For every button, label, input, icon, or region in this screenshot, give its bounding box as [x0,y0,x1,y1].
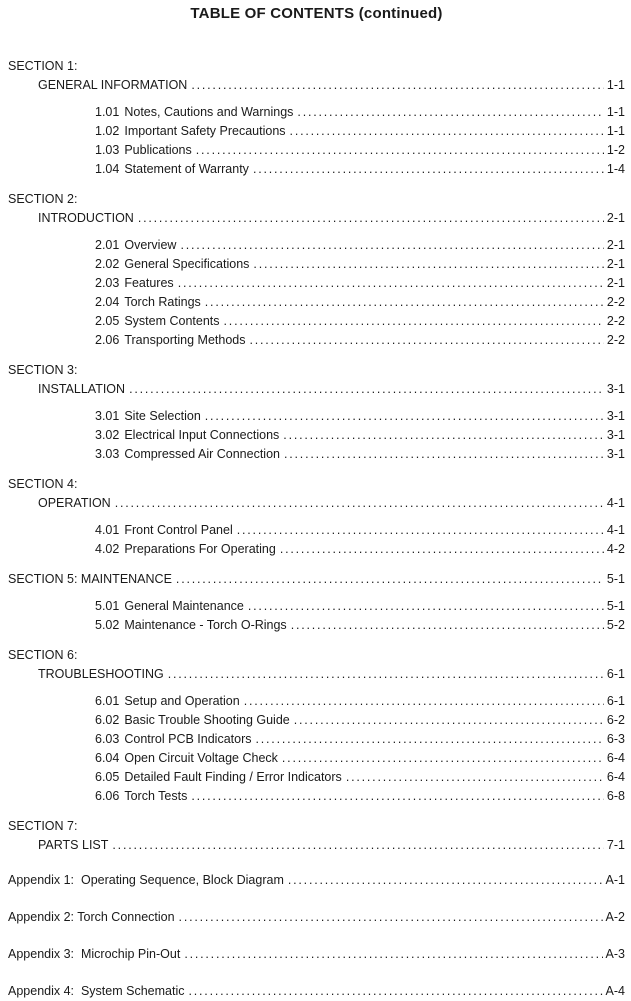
item-number: 3.03 [95,447,120,461]
section-title-label: TROUBLESHOOTING [38,667,164,681]
item-number: 6.06 [95,789,120,803]
page-number: 2-2 [606,333,625,347]
toc-entry-label: Publications [124,143,192,157]
item-number: 1.01 [95,105,120,119]
dot-leader [284,445,604,464]
item-number: 1.02 [95,124,120,138]
page-number: 1-4 [606,162,625,176]
appendix-entry-label: Appendix 3: Microchip Pin-Out [8,947,181,961]
toc-entry [95,426,625,445]
section-title-label: GENERAL INFORMATION [38,78,188,92]
dot-leader [248,597,604,616]
page-number: 3-1 [606,428,625,442]
dot-leader [294,711,604,730]
dot-leader [290,122,604,141]
dot-leader [205,293,604,312]
toc-entry-label: Preparations For Operating [124,542,276,556]
dot-leader [191,787,604,806]
item-number: 2.05 [95,314,120,328]
dot-leader [184,945,602,964]
page-number: 6-3 [606,732,625,746]
section-title [8,494,625,513]
page-number: 4-1 [606,523,625,537]
dot-leader [237,521,604,540]
toc-section-7 [8,817,625,855]
page-number: A-4 [605,984,625,998]
toc-section-4 [8,475,625,559]
dot-leader [196,141,604,160]
item-number: 2.02 [95,257,120,271]
dot-leader [288,871,603,890]
toc-section-3 [8,361,625,464]
section-items [8,236,625,350]
toc-entry-label: System Contents [124,314,220,328]
table-of-contents [8,57,625,855]
toc-entry-label: Transporting Methods [124,333,246,347]
dot-leader [255,730,603,749]
page-number: 6-1 [606,667,625,681]
page-number: 6-8 [606,789,625,803]
toc-entry-label: Open Circuit Voltage Check [124,751,278,765]
section-title-label: PARTS LIST [38,838,109,852]
page-number: 3-1 [606,447,625,461]
item-number: 6.03 [95,732,120,746]
item-number: 3.01 [95,409,120,423]
toc-entry [95,407,625,426]
section-items [8,407,625,464]
page-number: 4-1 [606,496,625,510]
appendix-entry [8,982,625,1001]
toc-entry-label: Compressed Air Connection [124,447,280,461]
dot-leader [346,768,604,787]
section-heading: SECTION 4: [8,477,78,491]
toc-entry [95,274,625,293]
toc-entry [95,749,625,768]
toc-entry [95,521,625,540]
item-number: 4.02 [95,542,120,556]
appendix-list [8,871,625,1001]
section-title-label: INSTALLATION [38,382,126,396]
page-number: 2-1 [606,257,625,271]
item-number: 4.01 [95,523,120,537]
toc-entry-label: Site Selection [124,409,201,423]
item-number: 1.03 [95,143,120,157]
toc-entry-label: Features [124,276,174,290]
section-heading-label: SECTION 5: MAINTENANCE [8,572,172,586]
item-number: 6.02 [95,713,120,727]
page-number: 6-4 [606,751,625,765]
page-number: 2-1 [606,276,625,290]
dot-leader [138,209,604,228]
toc-entry-label: Setup and Operation [124,694,240,708]
section-items [8,103,625,179]
section-items [8,521,625,559]
toc-entry [95,141,625,160]
dot-leader [191,76,604,95]
dot-leader [180,236,603,255]
toc-entry-label: Detailed Fault Finding / Error Indicators [124,770,342,784]
item-number: 5.02 [95,618,120,632]
page-number: 1-1 [606,105,625,119]
section-title [8,380,625,399]
toc-entry [95,730,625,749]
item-number: 2.01 [95,238,120,252]
toc-entry [95,103,625,122]
dot-leader [188,982,602,1001]
item-number: 6.01 [95,694,120,708]
item-number: 5.01 [95,599,120,613]
section-title [8,836,625,855]
toc-entry [95,768,625,787]
toc-entry [95,312,625,331]
toc-entry-label: Notes, Cautions and Warnings [124,105,294,119]
item-number: 6.05 [95,770,120,784]
toc-entry-label: Important Safety Precautions [124,124,286,138]
appendix-entry [8,908,625,927]
section-heading: SECTION 2: [8,192,78,206]
section-heading: SECTION 6: [8,648,78,662]
toc-entry [95,122,625,141]
appendix-entry [8,945,625,964]
dot-leader [115,494,604,513]
page-title: TABLE OF CONTENTS (continued) [190,5,443,22]
appendix-entry [8,871,625,890]
page-number: 1-1 [606,124,625,138]
page-number: 6-1 [606,694,625,708]
page-number: A-1 [605,873,625,887]
toc-entry [95,160,625,179]
section-title-label: INTRODUCTION [38,211,134,225]
item-number: 3.02 [95,428,120,442]
toc-entry-label: Statement of Warranty [124,162,249,176]
dot-leader [253,255,604,274]
toc-entry [95,692,625,711]
page-number: A-3 [605,947,625,961]
page-number: 2-1 [606,211,625,225]
dot-leader [282,749,604,768]
toc-section-1 [8,57,625,179]
section-heading [8,570,625,589]
toc-entry [95,597,625,616]
toc-section-6 [8,646,625,806]
toc-entry [95,255,625,274]
page-number: A-2 [605,910,625,924]
section-items [8,597,625,635]
item-number: 6.04 [95,751,120,765]
page-number: 2-2 [606,295,625,309]
appendix-entry-label: Appendix 2: Torch Connection [8,910,175,924]
appendix-entry-label: Appendix 1: Operating Sequence, Block Diagram [8,873,284,887]
section-title [8,665,625,684]
toc-entry-label: Maintenance - Torch O-Rings [124,618,287,632]
dot-leader [244,692,604,711]
page-number: 2-2 [606,314,625,328]
toc-entry-label: Torch Ratings [124,295,201,309]
toc-entry [95,331,625,350]
section-heading: SECTION 3: [8,363,78,377]
page-number: 7-1 [606,838,625,852]
item-number: 1.04 [95,162,120,176]
toc-entry-label: General Specifications [124,257,250,271]
section-title [8,209,625,228]
page-number: 1-2 [606,143,625,157]
toc-entry-label: Basic Trouble Shooting Guide [124,713,290,727]
toc-entry-label: General Maintenance [124,599,244,613]
dot-leader [205,407,604,426]
item-number: 2.04 [95,295,120,309]
toc-entry [95,445,625,464]
toc-entry-label: Front Control Panel [124,523,233,537]
dot-leader [179,908,603,927]
dot-leader [297,103,604,122]
page-number: 3-1 [606,409,625,423]
item-number: 2.06 [95,333,120,347]
appendix-entry-label: Appendix 4: System Schematic [8,984,185,998]
page-number: 2-1 [606,238,625,252]
section-heading: SECTION 1: [8,59,78,73]
page-number: 5-1 [606,599,625,613]
page-number: 5-1 [606,572,625,586]
section-title [8,76,625,95]
dot-leader [168,665,604,684]
toc-entry [95,293,625,312]
section-heading: SECTION 7: [8,819,78,833]
dot-leader [280,540,604,559]
dot-leader [291,616,604,635]
toc-entry [95,540,625,559]
toc-entry-label: Electrical Input Connections [124,428,280,442]
dot-leader [176,570,604,589]
page-number: 1-1 [606,78,625,92]
dot-leader [129,380,604,399]
page-number: 5-2 [606,618,625,632]
page-number: 6-4 [606,770,625,784]
toc-entry [95,787,625,806]
dot-leader [249,331,603,350]
item-number: 2.03 [95,276,120,290]
dot-leader [253,160,604,179]
dot-leader [112,836,604,855]
dot-leader [283,426,604,445]
toc-entry-label: Torch Tests [124,789,188,803]
toc-entry-label: Control PCB Indicators [124,732,252,746]
dot-leader [224,312,604,331]
toc-entry [95,236,625,255]
toc-section-2 [8,190,625,350]
toc-section-5 [8,570,625,635]
section-items [8,692,625,806]
toc-entry [95,616,625,635]
page-number: 3-1 [606,382,625,396]
page-number: 6-2 [606,713,625,727]
section-title-label: OPERATION [38,496,111,510]
dot-leader [178,274,604,293]
page-number: 4-2 [606,542,625,556]
toc-entry-label: Overview [124,238,177,252]
toc-entry [95,711,625,730]
